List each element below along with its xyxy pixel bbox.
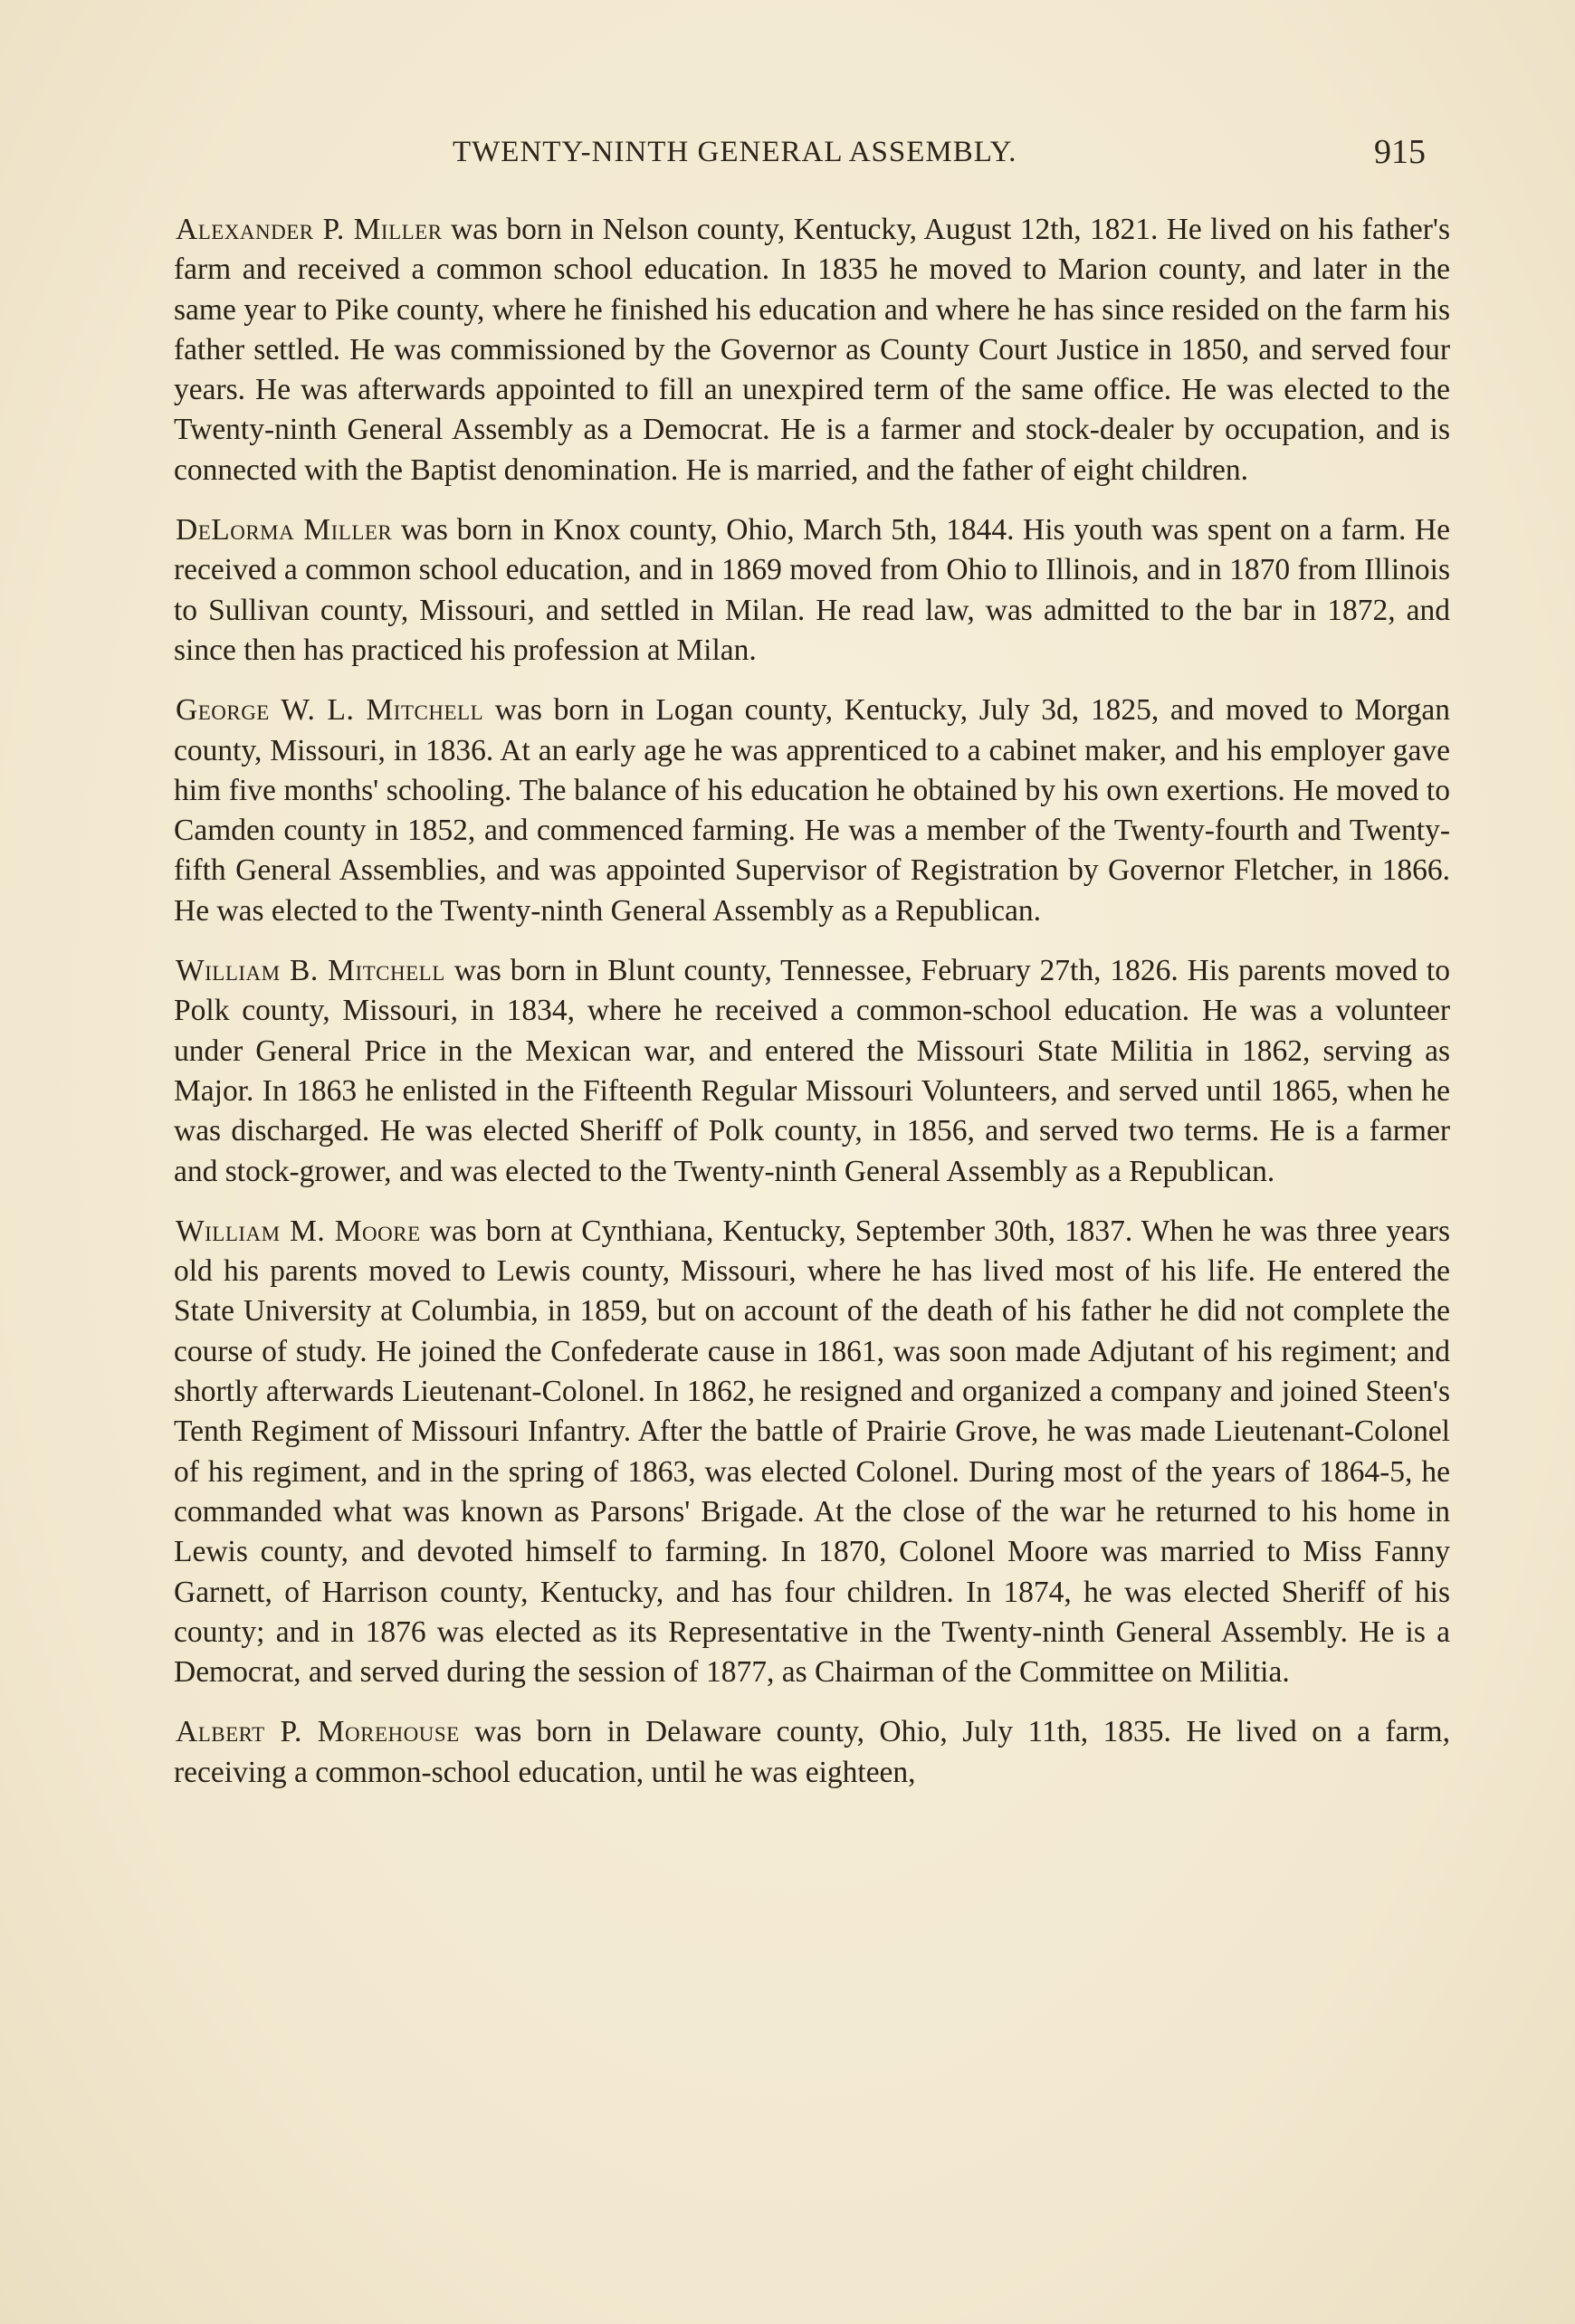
biography-entry bbox=[174, 210, 1450, 491]
entry-name: William B. Mitchell bbox=[176, 954, 445, 988]
entry-text: was born at Cynthiana, Kentucky, September 30th, 1837. When he was three years old his parents moved to Lewis county, Missouri, where he has lived most of his life. He entered the State University at Columbia, in 1859, but on account of the death of his father he did not complete the course of study. He joined the Confederate cause in 1861, was soon made Adjutant of his regiment; and shortly afterwards Lieutenant-Colonel. In 1862, he resigned and organized a company and joined Steen's Tenth Regiment of Missouri Infantry. After the battle of Prairie Grove, he was made Lieutenant-Colonel of his regiment, and in the spring of 1863, was elected Colonel. During most of the years of 1864-5, he commanded what was known as Parsons' Brigade. At the close of the war he returned to his home in Lewis county, and devoted himself to farming. In 1870, Colonel Moore was married to Miss Fanny Garnett, of Harrison county, Kentucky, and has four children. In 1874, he was elected Sheriff of his county; and in 1876 was elected as its Representative in the Twenty-ninth General Assembly. He is a Democrat, and served during the session of 1877, as Chairman of the Committee on Militia. bbox=[174, 1214, 1450, 1690]
biography-entry bbox=[174, 510, 1450, 671]
entry-text: was born in Delaware county, Ohio, July 11th, 1835. He lived on a farm, receiving a common-school education, until he was eighteen, bbox=[174, 1715, 1450, 1789]
entry-text: was born in Logan county, Kentucky, July 3d, 1825, and moved to Morgan county, Missouri, in 1836. At an early age he was apprenticed to a cabinet maker, and his employer gave him five months' schooling. The balance of his education he obtained by his own exertions. He moved to Camden county in 1852, and commenced farming. He was a member of the Twenty-fourth and Twenty-fifth General Assemblies, and was appointed Supervisor of Registration by Governor Fletcher, in 1866. He was elected to the Twenty-ninth General Assembly as a Republican. bbox=[174, 693, 1450, 928]
entry-text: was born in Knox county, Ohio, March 5th, 1844. His youth was spent on a farm. He received a common school education, and in 1869 moved from Ohio to Illinois, and in 1870 from Illinois to Sullivan county, Missouri, and settled in Milan. He read law, was admitted to the bar in 1872, and since then has practiced his profession at Milan. bbox=[174, 513, 1450, 667]
entry-name: George W. L. Mitchell bbox=[176, 693, 484, 728]
entry-name: Albert P. Morehouse bbox=[176, 1715, 460, 1749]
biography-entry bbox=[174, 1712, 1450, 1793]
biography-entry bbox=[174, 1212, 1450, 1693]
entry-text: was born in Nelson county, Kentucky, August 12th, 1821. He lived on his father's farm and received a common school education. In 1835 he moved to Marion county, and later in the same year to Pike county, where he finished his education and where he has since resided on the farm his father settled. He was commissioned by the Governor as County Court Justice in 1850, and served four years. He was afterwards appointed to fill an unexpired term of the same office. He was elected to the Twenty-ninth General Assembly as a Democrat. He is a farmer and stock-dealer by occupation, and is connected with the Baptist denomination. He is married, and the father of eight children. bbox=[174, 213, 1450, 487]
biography-entry bbox=[174, 691, 1450, 931]
entry-text: was born in Blunt county, Tennessee, February 27th, 1826. His parents moved to Polk county, Missouri, in 1834, where he received a common-school education. He was a volunteer under General Price in the Mexican war, and entered the Missouri State Militia in 1862, serving as Major. In 1863 he enlisted in the Fifteenth Regular Missouri Volunteers, and served until 1865, when he was discharged. He was elected Sheriff of Polk county, in 1856, and served two terms. He is a farmer and stock-grower, and was elected to the Twenty-ninth General Assembly as a Republican. bbox=[174, 954, 1450, 1188]
entry-name: Alexander P. Miller bbox=[176, 213, 443, 246]
running-head: TWENTY-NINTH GENERAL ASSEMBLY. bbox=[453, 136, 1017, 168]
entry-name: William M. Moore bbox=[176, 1214, 421, 1248]
page-number: 915 bbox=[1374, 133, 1426, 171]
entry-name: DeLorma Miller bbox=[176, 513, 393, 548]
biography-entry bbox=[174, 951, 1450, 1192]
body-text bbox=[174, 210, 1450, 1813]
